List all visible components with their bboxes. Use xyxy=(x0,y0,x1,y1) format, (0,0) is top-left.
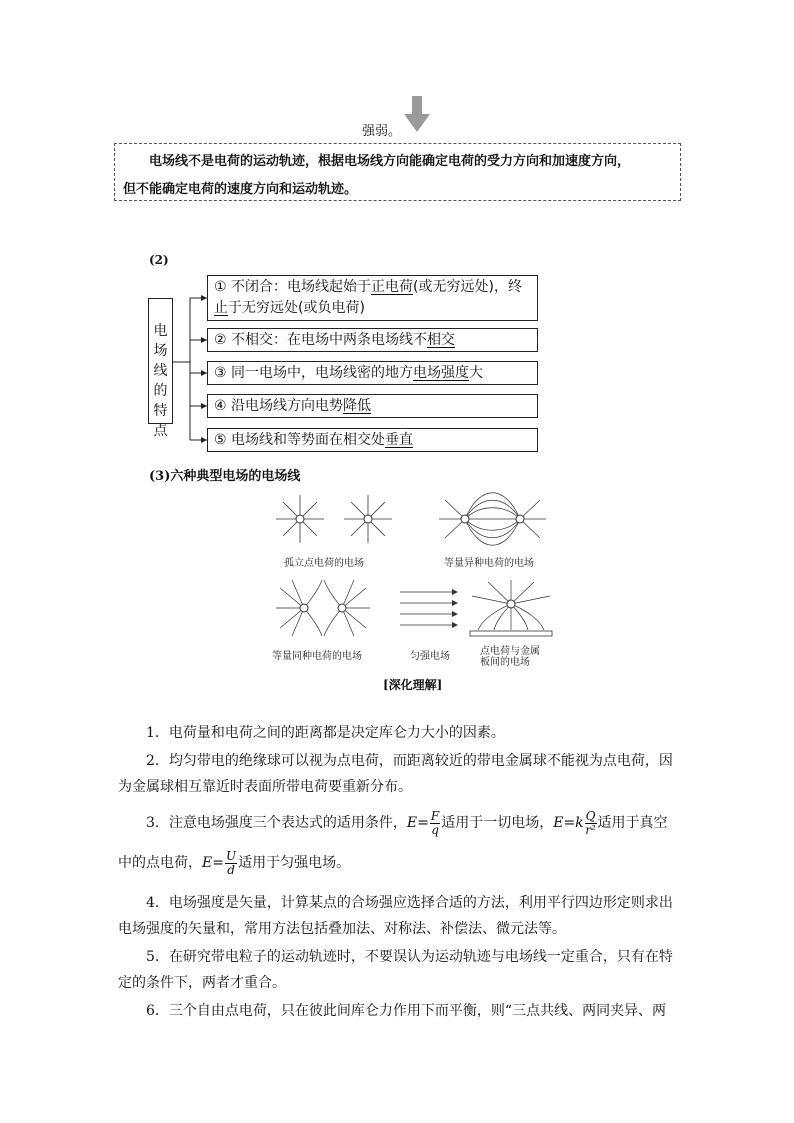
item-2: 2．均匀带电的绝缘球可以视为点电荷，而距离较近的带电金属球不能视为点电荷，因 为金属球相互靠近时表面所带电荷要重新分布。 xyxy=(118,753,673,795)
tree-root-box xyxy=(148,298,173,439)
isolated-charge-diagram xyxy=(272,490,407,548)
caption-plate-1: 点电荷与金属 xyxy=(480,646,540,657)
deepen-heading: [深化理解] xyxy=(383,678,443,692)
caption-isolated: 孤立点电荷的电场 xyxy=(284,558,364,569)
item-5: 5．在研究带电粒子的运动轨迹时，不要误认为运动轨迹与电场线一定重合，只有在特 定的条件下，两者才重合。 xyxy=(118,949,673,991)
note-line-1: 电场线不是电荷的运动轨迹，根据电场线方向能确定电荷的受力方向和加速度方向， xyxy=(149,154,631,169)
root-char: 点 xyxy=(153,423,168,439)
caption-plate-2: 板间的电场 xyxy=(480,657,530,668)
formula-u-over-d: $\frac{U}{d}$ xyxy=(225,848,237,877)
item-1: 1．电荷量和电荷之间的距离都是决定库仑力大小的因素。 xyxy=(146,725,505,741)
section-3-title: (3)六种典型电场的电场线 xyxy=(149,469,301,484)
item-4: 4．电场强度是矢量，计算某点的合场强应选择合适的方法，利用平行四边形定则求出 电场强度的矢量和，常用方法包括叠加法、对称法、补偿法、微元法等。 xyxy=(118,895,673,937)
field-line-diagrams xyxy=(260,486,560,671)
charge-plate-diagram xyxy=(468,578,554,640)
root-char: 的 xyxy=(153,383,168,399)
caption-opposite: 等量异种电荷的电场 xyxy=(444,558,534,569)
caption-uniform: 匀强电场 xyxy=(410,651,450,662)
branch-1: ① 不闭合：电场线起始于正电荷(或无穷远处)，终止于无穷远处(或负电荷) xyxy=(207,275,538,321)
branch-2: ② 不相交：在电场中两条电场线不相交 xyxy=(207,328,538,352)
caption-like: 等量同种电荷的电场 xyxy=(272,651,362,662)
top-text: 强弱。 xyxy=(362,124,402,139)
note-line-2: 但不能确定电荷的速度方向和运动轨迹。 xyxy=(123,182,358,197)
root-char: 特 xyxy=(153,403,168,419)
note-box xyxy=(114,143,681,201)
item-6: 6．三个自由点电荷，只在彼此间库仑力作用下而平衡，则“三点共线、两同夹异、两 xyxy=(146,1003,667,1019)
root-char: 线 xyxy=(153,363,168,379)
root-char: 场 xyxy=(153,343,168,359)
root-char: 电 xyxy=(153,323,168,339)
branch-3: ③ 同一电场中，电场线密的地方电场强度大 xyxy=(207,361,538,385)
branch-4: ④ 沿电场线方向电势降低 xyxy=(207,394,538,418)
uniform-field-diagram xyxy=(398,586,460,631)
section-2-label: (2) xyxy=(149,253,169,267)
like-charges-diagram xyxy=(274,578,374,640)
down-arrow-icon xyxy=(404,96,430,132)
opposite-charges-diagram xyxy=(435,488,550,550)
formula-q-over-r2: $\frac{Q}{\text{r²}}$ xyxy=(585,808,596,837)
formula-f-over-q: $\frac{F}{q}$ xyxy=(430,808,440,837)
branch-5: ⑤ 电场线和等势面在相交处垂直 xyxy=(207,428,538,452)
item-3: 3．注意电场强度三个表达式的适用条件，E= $\frac{F}{q}$ 适用于一切电场，E=k $\frac{Q}{\text{r²}}$ 适用于真空 中的点电荷，E= $\frac{U}{d}$ 适用于匀强电场。 xyxy=(118,808,668,877)
